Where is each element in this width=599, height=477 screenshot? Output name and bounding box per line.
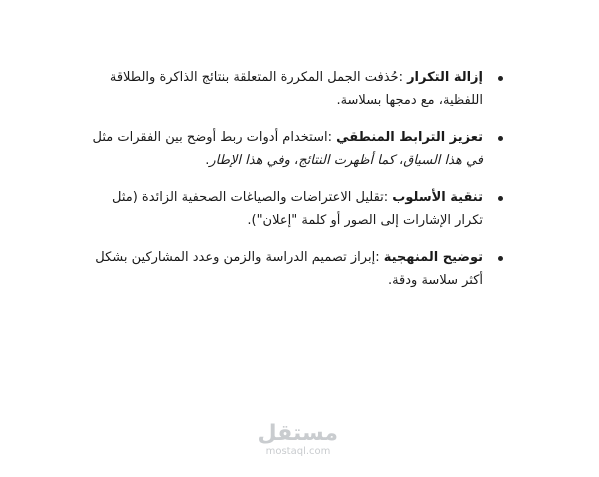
item-example-2: كما أظهرت النتائج — [298, 153, 395, 168]
item-comma: ، — [289, 153, 299, 168]
item-term: إزالة التكرار — [407, 70, 483, 85]
item-example-1: في هذا السياق — [403, 153, 483, 168]
item-term: تنقية الأسلوب — [392, 190, 483, 205]
list-item-remove-repetition — [91, 66, 503, 112]
mostaql-watermark — [258, 422, 338, 458]
edits-bullet-list — [91, 66, 503, 292]
item-term: تعزيز الترابط المنطقي — [336, 130, 483, 145]
item-separator: : — [398, 70, 408, 85]
item-example-3: وفي هذا الإطار — [209, 153, 290, 168]
document-body — [91, 66, 503, 306]
item-separator: : — [383, 190, 393, 205]
item-term: توضيح المنهجية — [383, 250, 483, 265]
item-text: حُذفت الجمل المكررة المتعلقة بنتائج الذاكرة والطلاقة اللفظية، مع دمجها بسلاسة. — [109, 70, 483, 108]
watermark-domain: mostaql.com — [265, 446, 331, 457]
item-text: إبراز تصميم الدراسة والزمن وعدد المشاركين بشكل أكثر سلاسة ودقة. — [95, 250, 483, 288]
watermark-logo: مستقل — [257, 421, 338, 446]
list-item-methodology — [91, 246, 503, 292]
list-item-logical-coherence — [91, 126, 503, 172]
item-comma: ، — [394, 153, 404, 168]
item-separator: : — [327, 130, 337, 145]
item-text: تقليل الاعتراضات والصياغات الصحفية الزائدة (مثل تكرار الإشارات إلى الصور أو كلمة "إعلان"). — [112, 190, 483, 228]
item-end: . — [205, 153, 210, 168]
list-item-style-refinement — [91, 186, 503, 232]
item-separator: : — [375, 250, 384, 265]
item-text: استخدام أدوات ربط أوضح بين الفقرات مثل — [92, 130, 328, 145]
